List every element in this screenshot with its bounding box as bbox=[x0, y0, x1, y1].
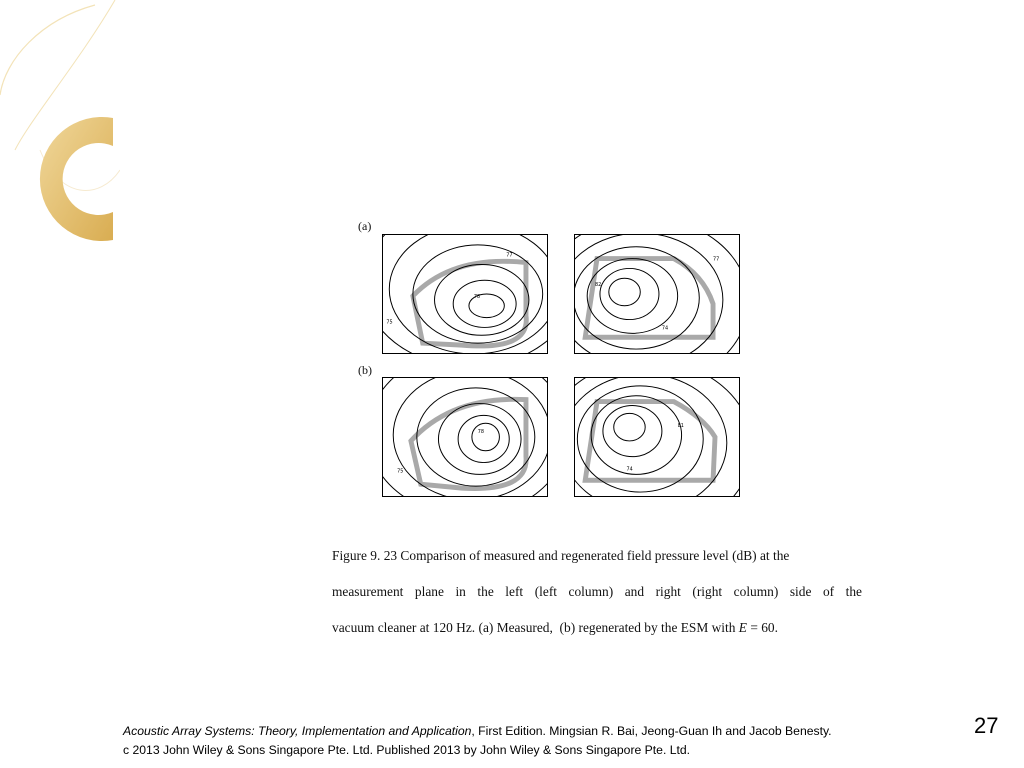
contour-plot-regenerated-right bbox=[574, 377, 740, 497]
svg-text:77: 77 bbox=[506, 252, 513, 259]
svg-text:81: 81 bbox=[677, 423, 684, 430]
panel-label-a: (a) bbox=[358, 219, 372, 233]
contour-plot-measured-right bbox=[574, 234, 740, 354]
figure-caption-line-3 bbox=[332, 620, 862, 636]
citation-line-1 bbox=[123, 724, 963, 738]
page-number: 27 bbox=[974, 713, 999, 738]
citation-line-1-rest: , First Edition. Mingsian R. Bai, Jeong-Guan Ih and Jacob Benesty. bbox=[471, 724, 832, 738]
svg-text:82: 82 bbox=[595, 282, 602, 289]
caption-line-3-suffix: = 60. bbox=[746, 620, 778, 635]
svg-text:74: 74 bbox=[661, 325, 669, 332]
decorative-ring-ornament bbox=[0, 0, 120, 250]
book-title: Acoustic Array Systems: Theory, Implementation and Application bbox=[123, 724, 472, 738]
caption-variable-e: E bbox=[738, 620, 747, 635]
figure-caption-line-2: measurement plane in the left (left column) and right (right column) side of the bbox=[332, 584, 862, 599]
figure-caption-line-1: Figure 9. 23 Comparison of measured and regenerated field pressure level (dB) at the bbox=[332, 548, 790, 563]
citation-line-2: c 2013 John Wiley & Sons Singapore Pte. Ltd. Published 2013 by John Wiley & Sons Singapore Pte. Ltd. bbox=[123, 743, 691, 757]
panel-label-b: (b) bbox=[358, 363, 372, 377]
svg-text:78: 78 bbox=[477, 429, 485, 436]
svg-text:75: 75 bbox=[386, 319, 393, 326]
contour-plot-measured-left bbox=[382, 234, 548, 354]
caption-line-3-prefix: vacuum cleaner at 120 Hz. (a) Measured, (b) regenerated by the ESM with bbox=[332, 620, 739, 635]
svg-text:78: 78 bbox=[473, 293, 481, 300]
contour-plot-regenerated-left bbox=[382, 377, 548, 497]
svg-text:74: 74 bbox=[626, 466, 633, 473]
svg-text:77: 77 bbox=[713, 256, 720, 263]
svg-text:75: 75 bbox=[397, 468, 404, 475]
